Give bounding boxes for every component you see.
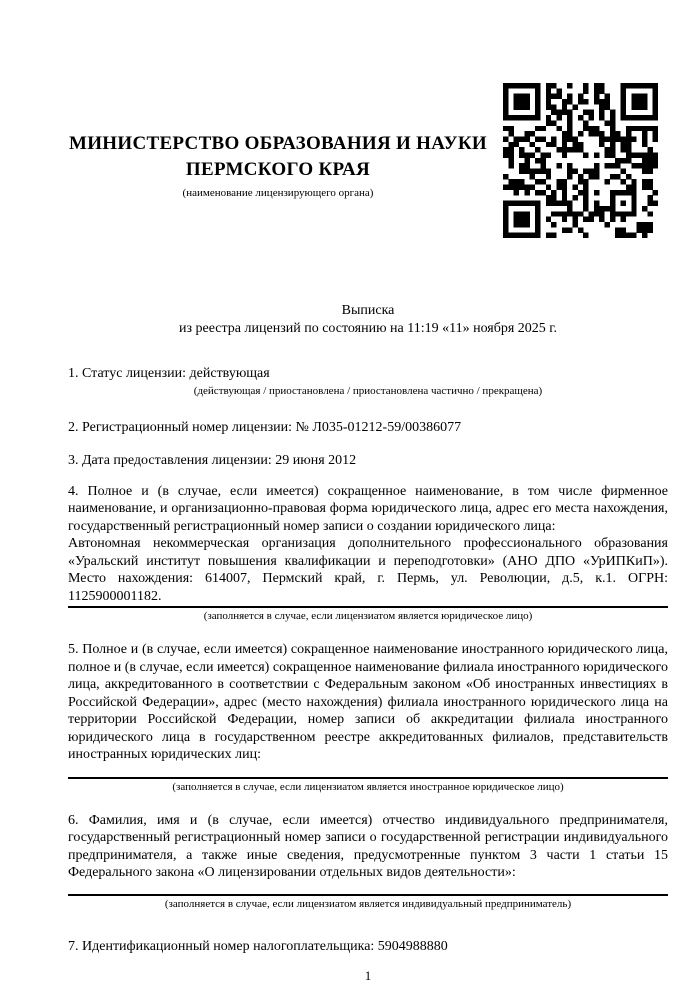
individual-entrepreneur-caption: (заполняется в случае, если лицензиатом является индивидуальный предприниматель): [164, 897, 572, 910]
individual-entrepreneur-label: 6. Фамилия, имя и (в случае, если имеется) отчество индивидуального предпринимателя, государственный регистрационный номер записи о государственной регистрации индивидуального предпринимателя, а также иные сведения, предусмотренные пунктом 3 части 1 статьи 15 Федерального закона «О лицензировании отдельных видов деятельности»:: [68, 812, 668, 880]
legal-entity-label: 4. Полное и (в случае, если имеется) сокращенное наименование, в том числе фирменное наименование, и организационно-правовая форма юридического лица, адрес его места нахождения, государственный регистрационный номер записи о создании юридического лица:: [68, 483, 668, 534]
fill-line: [68, 777, 668, 779]
license-status-section: [68, 365, 668, 398]
registration-number-text: 2. Регистрационный номер лицензии: № Л035-01212-59/00386077: [68, 419, 462, 435]
foreign-entity-caption: (заполняется в случае, если лицензиатом является иностранное юридическое лицо): [172, 780, 564, 793]
licensing-authority-caption: (наименование лицензирующего органа): [182, 187, 374, 199]
ministry-name-line2: ПЕРМСКОГО КРАЯ: [185, 159, 371, 180]
document-header: [68, 0, 668, 238]
taxpayer-number-text: 7. Идентификационный номер налогоплательщика: 5904988880: [68, 938, 448, 954]
qr-code: [503, 83, 658, 238]
licensing-authority-block: [68, 131, 488, 200]
fill-line: [68, 894, 668, 896]
legal-entity-value: Автономная некоммерческая организация дополнительного профессионального образования «Уральский институт повышения квалификации и переподготовки» (АНО ДПО «УрИПКиП»). Место нахождения: 614007, Пермский край, г. Пермь, ул. Революции, д.5, к.1. ОГРН: 1125900001182.: [68, 536, 668, 604]
license-grant-date-text: 3. Дата предоставления лицензии: 29 июня 2012: [68, 453, 357, 468]
document-title: [68, 302, 668, 338]
page-number: 1: [364, 968, 372, 983]
foreign-entity-label: 5. Полное и (в случае, если имеется) сокращенное наименование иностранного юридического лица, полное и (в случае, если имеется) сокращенное наименование филиала иностранного юридического лица, аккредитованного в соответствии с Федеральным законом «Об иностранных инвестициях в Российской Федерации», адрес (место нахождения) филиала иностранного юридического лица на территории Российской Федерации, номер записи об аккредитации филиала иностранного юридического лица в государственном реестре аккредитованных филиалов, представительств иностранных юридических лиц:: [68, 642, 668, 762]
fill-line: [68, 606, 668, 608]
ministry-name-line1: МИНИСТЕРСТВО ОБРАЗОВАНИЯ И НАУКИ: [68, 133, 488, 154]
legal-entity-section: [68, 483, 668, 624]
title-line2: из реестра лицензий по состоянию на 11:19 «11» ноября 2025 г.: [179, 321, 557, 336]
title-line1: Выписка: [341, 303, 395, 318]
foreign-entity-section: [68, 641, 668, 794]
individual-entrepreneur-section: [68, 812, 668, 911]
legal-entity-caption: (заполняется в случае, если лицензиатом является юридическое лицо): [203, 610, 533, 622]
license-status-caption: (действующая / приостановлена / приостановлена частично / прекращена): [193, 384, 543, 397]
license-status-text: 1. Статус лицензии: действующая: [68, 366, 270, 381]
